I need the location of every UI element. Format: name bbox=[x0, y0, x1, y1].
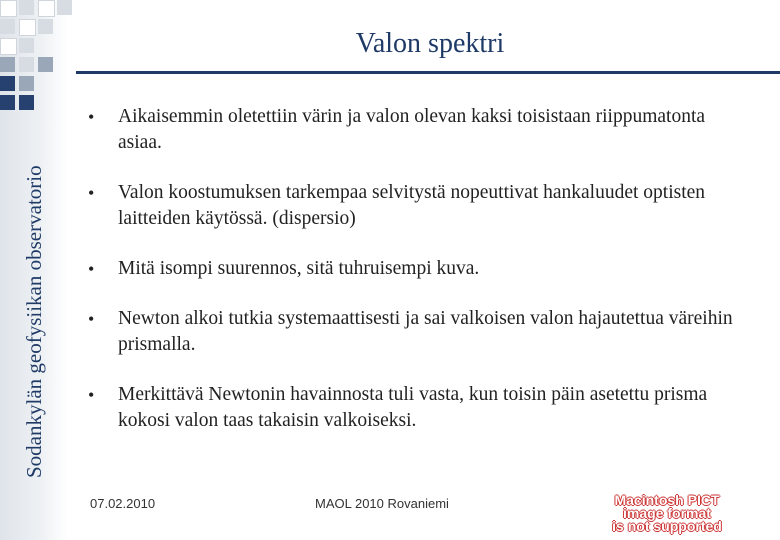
title-divider bbox=[76, 71, 780, 74]
unsupported-image-placeholder: Macintosh PICT image format is not supported bbox=[612, 492, 722, 534]
bullet-list bbox=[84, 104, 744, 458]
footer-date: 07.02.2010 bbox=[90, 496, 156, 511]
bullet-item: • Newton alkoi tutkia systemaattisesti ja sai valkoisen valon hajautettua väreihin prismalla. bbox=[88, 308, 733, 355]
bullet-item: • Valon koostumuksen tarkempaa selvitystä nopeuttivat hankaluudet optisten laitteiden käytössä. (dispersio) bbox=[88, 182, 706, 229]
bullet-icon: • bbox=[88, 183, 95, 203]
bullet-item: • Mitä isompi suurennos, sitä tuhruisempi kuva. bbox=[84, 256, 744, 282]
bullet-icon: • bbox=[88, 259, 95, 279]
bullet-item: • Merkittävä Newtonin havainnosta tuli vasta, kun toisin päin asetettu prisma kokosi valon taas takaisin valkoiseksi. bbox=[88, 384, 708, 431]
footer-event: MAOL 2010 Rovaniemi bbox=[315, 496, 449, 511]
bullet-icon: • bbox=[88, 385, 95, 405]
bullet-icon: • bbox=[88, 107, 95, 127]
bullet-item: • Aikaisemmin oletettiin värin ja valon olevan kaksi toisistaan riippumatonta asiaa. bbox=[88, 106, 706, 153]
slide-title: Valon spektri bbox=[355, 28, 505, 59]
organization-vertical-label: Sodankylän geofysiikan observatorio bbox=[22, 165, 46, 478]
bullet-icon: • bbox=[88, 309, 95, 329]
